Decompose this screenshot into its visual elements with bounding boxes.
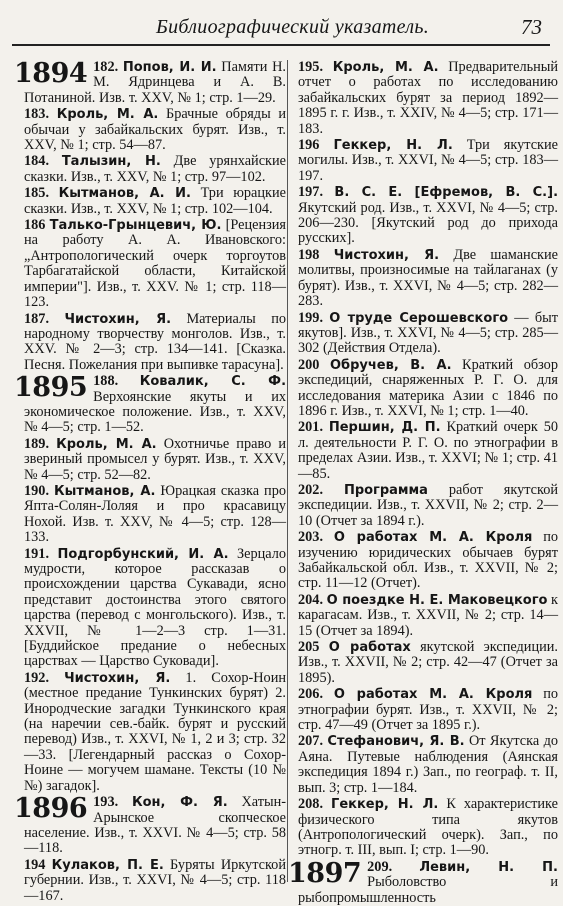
bibliography-entry bbox=[292, 640, 558, 686]
entry-number: 209. bbox=[367, 858, 420, 875]
entry-number: 198 bbox=[298, 246, 334, 263]
entry-text: якутской экспедиции. Изв., т. XXVII, № 2; стр. 42—47 (Отчет за 1895). bbox=[298, 639, 558, 686]
page-number: 73 bbox=[521, 15, 542, 39]
entry-author: Левин, Н. П. bbox=[419, 859, 558, 875]
bibliography-entry bbox=[292, 483, 558, 529]
entry-text: Предварительный отчет о работах по исследованию забайкальских бурят за период 1892—1895 г. г. Изв., т. XXIV, № 4—5; стр. 171—183. bbox=[298, 59, 559, 137]
entry-author: Кроль, М. А. bbox=[332, 60, 439, 75]
entry-text: Две шаманские молитвы, произносимые на тайлаганах (у бурят). Изв., т. XXVI, № 4—5; стр. 282—283. bbox=[298, 246, 558, 310]
running-header bbox=[12, 6, 550, 46]
running-title: Библиографический указатель. bbox=[156, 16, 430, 38]
bibliography-entry bbox=[14, 312, 286, 374]
entry-number: 197. bbox=[298, 184, 335, 201]
entry-number: 196 bbox=[298, 137, 334, 154]
entry-number: 189. bbox=[24, 435, 57, 452]
entry-author: Кроль, М. А. bbox=[56, 436, 157, 452]
entry-number: 202. bbox=[298, 481, 344, 498]
bibliography-entry bbox=[14, 186, 286, 217]
entry-number: 195. bbox=[298, 59, 333, 75]
bibliography-entry bbox=[292, 734, 558, 796]
entry-number: 184. bbox=[24, 153, 62, 170]
entry-author: Кулаков, П. Е. bbox=[51, 857, 164, 873]
entry-text: Охотничье право и звериный промысел у бурят. Изв., т. XXV, № 4—5; стр. 52—82. bbox=[24, 435, 286, 483]
bibliography-entry bbox=[292, 797, 558, 859]
entry-number: 188. bbox=[93, 373, 140, 390]
entry-author: Подгорбунский, И. А. bbox=[57, 546, 229, 562]
entry-text: Хатын-Арынское скопческое население. Изв., т. XXVI. № 4—5; стр. 58—118. bbox=[24, 794, 287, 857]
entry-text: Верхоянские якуты и их экономическое положение. Изв., т. XXV, № 4—5; стр. 1—52. bbox=[24, 388, 286, 436]
entry-text: [Рецензия на работу А. А. Ивановского: „Антропологический очерк торгоутов Тарбагатайской области, Китайской империи"]. Изв., т. XXV. № 1; стр. 118—123. bbox=[24, 217, 286, 311]
entry-text: Три юрацкие сказки. Изв., т. XXV, № 1; стр. 102—104. bbox=[24, 185, 286, 217]
entry-text: Буряты Иркутской губернии. Изв., т. XXVI, № 4—5; стр. 118—167. bbox=[24, 856, 286, 904]
entry-author: Першин, Д. П. bbox=[328, 420, 441, 436]
entry-text: Якутский род. Изв., т. XXVI, № 4—5; стр. 206—230. [Якутский род до прихода русских]. bbox=[298, 199, 558, 247]
entry-text: От Якутска до Аяна. Путевые наблюдения (Аянская экспедиция 1894 г.) Зап., по географ. т. II, вып. 3; стр. 1—184. bbox=[298, 733, 558, 796]
entry-text: Материалы по народному творчеству монголов. Изв., т. XXV. № 2—3; стр. 134—141. [Сказка. Песня. Пожелания при выпивке тарасуна]. bbox=[24, 310, 286, 373]
bibliography-entry bbox=[292, 60, 558, 137]
bibliography-entry bbox=[292, 530, 558, 592]
entry-author: О труде Серошевского bbox=[329, 310, 509, 326]
entry-number: 204. bbox=[298, 591, 327, 608]
entry-number: 199. bbox=[298, 309, 330, 326]
entry-author: Стефанович, Я. В. bbox=[327, 734, 465, 750]
entry-author: Чистохин, Я. bbox=[64, 670, 171, 686]
entry-author: Геккер, Н. Л. bbox=[331, 797, 439, 813]
bibliography-entry bbox=[292, 138, 558, 184]
entry-author: О работах М. А. Кроля bbox=[333, 530, 533, 546]
entry-number: 193. bbox=[93, 794, 132, 811]
entry-author: Чистохин, Я. bbox=[333, 247, 440, 263]
bibliography-entry bbox=[14, 795, 286, 857]
entry-text: Зерцало мудрости, которое рассказав о происхождении царства Сукавади, ясно представит достоинства этого святого царства (перевод с монгольского). Изв., т. XXVII, № 1—2—3 стр. 1—31. [Буддийское предание о небесных царствах — Царство Суковади]. bbox=[24, 545, 286, 670]
entry-number: 190. bbox=[24, 482, 55, 499]
bibliography-entry bbox=[14, 218, 286, 310]
entry-author: Геккер, Н. Л. bbox=[333, 138, 453, 154]
bibliography-entry bbox=[14, 374, 286, 436]
entry-text: 1. Сохор-Ноин (местное предание Тункинских бурят) 2. Инородческие загадки Тункинского края (на наречии сев.-байк. бурят и русский перевод) Изв., т. XXVI, № 1, 2 и 3; стр. 32—33. [Легендарный рассказ о Сохор-Ноине — могучем шамане. Тексты (10 №№) загадок]. bbox=[24, 669, 287, 794]
entry-author: Чистохин, Я. bbox=[64, 311, 172, 327]
entry-number: 206. bbox=[298, 686, 334, 703]
entry-text: Две урянхайские сказки. Изв., т. XXV, № 1; стр. 97—102. bbox=[24, 153, 286, 185]
entry-number: 194 bbox=[24, 856, 52, 873]
entry-author: Попов, И. И. bbox=[122, 60, 217, 75]
entry-text: Краткий очерк 50 л. деятельности Р. Г. О. по этнографии в пределах Азии. Изв., т. XXVI; № 1; стр. 41—85. bbox=[298, 419, 558, 482]
bibliography-entry bbox=[292, 593, 558, 639]
entry-author: Талызин, Н. bbox=[61, 154, 161, 170]
entry-author: В. С. Е. [Ефремов, В. С.]. bbox=[334, 185, 559, 201]
entry-text: к карагасам. Изв., т. XXVII, № 2; стр. 14—15 (Отчет за 1894). bbox=[298, 591, 558, 639]
entry-text: работ якутской экспедиции. Изв., т. XXVII, № 2; стр. 2—10 (Отчет за 1894 г.). bbox=[298, 481, 558, 529]
entry-text: Памяти Н. М. Ядринцева и А. В. Потаниной. Изв. т. XXV, № 1; стр. 1—29. bbox=[24, 59, 287, 106]
year-heading: 1894 bbox=[14, 58, 88, 89]
entry-number: 185. bbox=[24, 185, 59, 202]
entry-author: Ковалик, С. Ф. bbox=[139, 374, 287, 390]
left-column bbox=[14, 60, 286, 905]
entry-text: Брачные обряды и обычаи у забайкальских бурят. Изв., т. XXV, № 1; стр. 54—87. bbox=[24, 106, 286, 154]
entry-number: 182. bbox=[93, 59, 123, 75]
entry-text: — быт якутов]. Изв., т. XXVI, № 4—5; стр. 285—302 (Действия Отдела). bbox=[298, 309, 559, 357]
entry-number: 208. bbox=[298, 796, 332, 813]
entry-number: 186 bbox=[24, 217, 50, 234]
right-column bbox=[287, 59, 559, 906]
bibliography-entry bbox=[14, 60, 286, 106]
entry-author: О поездке Н. Е. Маковецкого bbox=[326, 592, 548, 608]
bibliography-entry bbox=[14, 107, 286, 153]
bibliography-entry bbox=[292, 358, 558, 420]
entry-number: 203. bbox=[298, 529, 334, 546]
entry-number: 192. bbox=[24, 669, 65, 686]
bibliography-entry bbox=[14, 547, 286, 670]
entry-author: Талько-Грынцевич, Ю. bbox=[49, 218, 222, 234]
bibliography-entry bbox=[14, 484, 286, 546]
bibliography-entry bbox=[14, 858, 286, 904]
entry-number: 205 bbox=[298, 639, 329, 656]
entry-text: Рыболовство и рыбопромышленность bbox=[298, 874, 558, 906]
bibliography-entry bbox=[292, 687, 558, 733]
entry-author: Кроль, М. А. bbox=[56, 107, 159, 123]
entry-text: по этнографии бурят. Изв., т. XXVII, № 2; стр. 47—49 (Отчет за 1895 г.). bbox=[298, 686, 558, 734]
entry-author: Обручев, В. А. bbox=[329, 357, 452, 373]
entry-number: 201. bbox=[298, 419, 329, 436]
entry-text: Краткий обзор экспедиций, снаряженных Р. Г. О. для исследования материка Азии с 1846 по 1896 г. Изв., т. XXVI, № 1; стр. 1—40. bbox=[298, 356, 558, 419]
entry-number: 200 bbox=[298, 356, 330, 373]
bibliography-entry bbox=[288, 857, 558, 906]
entry-author: Кытманов, А. bbox=[54, 483, 156, 499]
bibliography-entry bbox=[292, 185, 558, 247]
bibliography-entry bbox=[14, 437, 286, 483]
entry-number: 187. bbox=[24, 310, 65, 327]
entry-text: К характеристике физического типа якутов (Антропологический очерк). Зап., по этногр. т. III, вып. I; стр. 1—90. bbox=[298, 796, 558, 859]
entry-author: Кон, Ф. Я. bbox=[131, 795, 228, 811]
entry-author: О работах bbox=[328, 640, 411, 656]
entry-number: 183. bbox=[24, 106, 57, 123]
bibliography-entry bbox=[292, 248, 558, 310]
year-heading: 1896 bbox=[14, 793, 88, 825]
bibliography-entry bbox=[292, 311, 558, 357]
bibliography-entry bbox=[14, 154, 286, 185]
bibliography-entry bbox=[14, 671, 286, 794]
entry-author: О работах М. А. Кроля bbox=[333, 687, 533, 703]
year-heading: 1897 bbox=[288, 857, 362, 889]
bibliography-entry bbox=[292, 420, 558, 482]
entry-author: Кытманов, А. И. bbox=[58, 186, 191, 202]
entry-text: Юрацкая сказка про Япта-Солян-Лоляя и про красавицу Нохой. Изв. т. XXV, № 4—5; стр. 128—133. bbox=[24, 482, 286, 546]
entry-author: Программа bbox=[343, 482, 428, 498]
entry-text: по изучению юридических обычаев бурят Забайкальской обл. Изв., т. XXVII, № 2; стр. 11—12 (Отчет). bbox=[298, 529, 558, 592]
entry-text: Три якутские могилы. Изв., т. XXVI, № 4—5; стр. 183—197. bbox=[298, 137, 558, 184]
year-heading: 1895 bbox=[14, 372, 88, 404]
entry-number: 207. bbox=[298, 733, 328, 750]
entry-number: 191. bbox=[24, 545, 58, 562]
